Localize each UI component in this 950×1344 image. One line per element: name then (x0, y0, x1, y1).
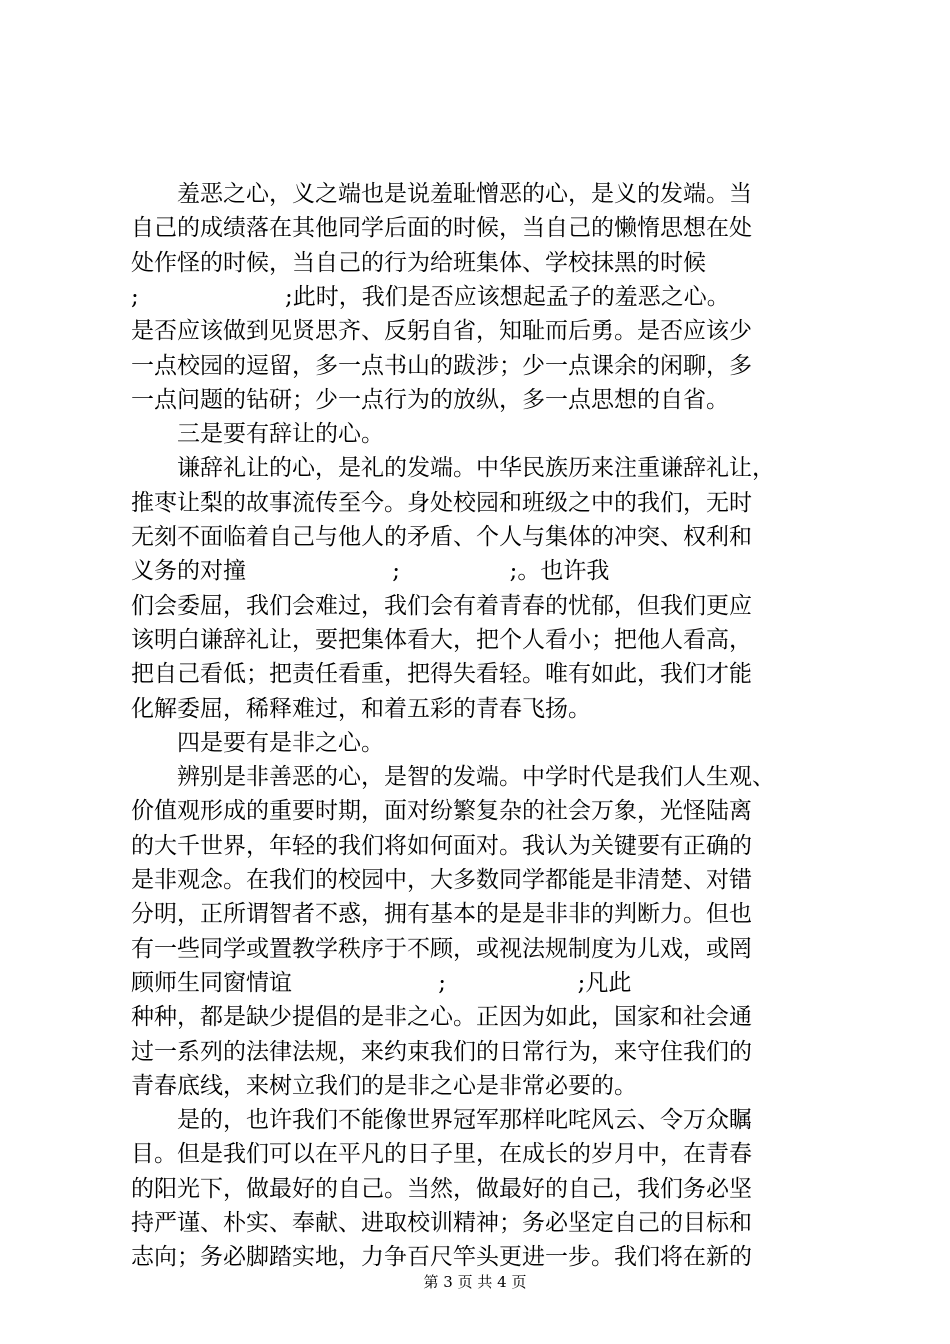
text-line: 是否应该做到见贤思齐、反躬自省，知耻而后勇。是否应该少 (131, 318, 752, 344)
text-line: 四是要有是非之心。 (131, 730, 384, 756)
text-line: 义务的对撞 ; ;。也许我 (131, 558, 610, 584)
text-line: 们会委屈，我们会难过，我们会有着青春的忧郁，但我们更应 (131, 593, 752, 619)
text-line: 顾师生同窗情谊 ; ;凡此 (131, 970, 632, 996)
text-line: 一点校园的逗留，多一点书山的跋涉；少一点课余的闲聊，多 (131, 353, 752, 379)
text-line: 一点问题的钻研；少一点行为的放纵，多一点思想的自省。 (131, 387, 729, 413)
text-line: 该明白谦辞礼让，要把集体看大，把个人看小；把他人看高， (131, 627, 752, 653)
page-footer: 第 3 页 共 4 页 (423, 1273, 527, 1291)
text-line: 处作怪的时候，当自己的行为给班集体、学校抹黑的时候 (131, 250, 706, 276)
text-line: 的阳光下，做最好的自己。当然，做最好的自己，我们务必坚 (131, 1176, 752, 1202)
text-line: 种种，都是缺少提倡的是非之心。正因为如此，国家和社会通 (131, 1004, 752, 1030)
text-line: 有一些同学或置教学秩序于不顾，或视法规制度为儿戏，或罔 (131, 936, 752, 962)
text-line: 无刻不面临着自己与他人的矛盾、个人与集体的冲突、权利和 (131, 524, 752, 550)
text-line: 自己的成绩落在其他同学后面的时候，当自己的懒惰思想在处 (131, 215, 752, 241)
text-line: 价值观形成的重要时期，面对纷繁复杂的社会万象，光怪陆离 (131, 798, 752, 824)
text-line: 分明，正所谓智者不惑，拥有基本的是是非非的判断力。但也 (131, 901, 752, 927)
text-line: 目。但是我们可以在平凡的日子里，在成长的岁月中，在青春 (131, 1141, 752, 1167)
text-line: 化解委屈，稀释难过，和着五彩的青春飞扬。 (131, 696, 591, 722)
text-line: 羞恶之心，义之端也是说羞耻憎恶的心，是义的发端。当 (131, 181, 752, 207)
text-line: 三是要有辞让的心。 (131, 421, 384, 447)
text-line: 过一系列的法律法规，来约束我们的日常行为，来守住我们的 (131, 1039, 752, 1065)
text-line: ; ;此时，我们是否应该想起孟子的羞恶之心。 (131, 284, 730, 310)
text-line: 是非观念。在我们的校园中，大多数同学都能是非清楚、对错 (131, 867, 752, 893)
text-line: 青春底线，来树立我们的是非之心是非常必要的。 (131, 1073, 637, 1099)
text-line: 志向；务必脚踏实地，力争百尺竿头更进一步。我们将在新的 (131, 1244, 752, 1270)
text-line: 持严谨、朴实、奉献、进取校训精神；务必坚定自己的目标和 (131, 1210, 752, 1236)
text-line: 推枣让梨的故事流传至今。身处校园和班级之中的我们，无时 (131, 490, 752, 516)
text-line: 把自己看低；把责任看重，把得失看轻。唯有如此，我们才能 (131, 661, 752, 687)
text-line: 谦辞礼让的心，是礼的发端。中华民族历来注重谦辞礼让， (131, 455, 775, 481)
text-line: 的大千世界，年轻的我们将如何面对。我认为关键要有正确的 (131, 833, 752, 859)
text-line: 是的，也许我们不能像世界冠军那样叱咤风云、令万众瞩 (131, 1107, 752, 1133)
text-line: 辨别是非善恶的心，是智的发端。中学时代是我们人生观、 (131, 764, 775, 790)
